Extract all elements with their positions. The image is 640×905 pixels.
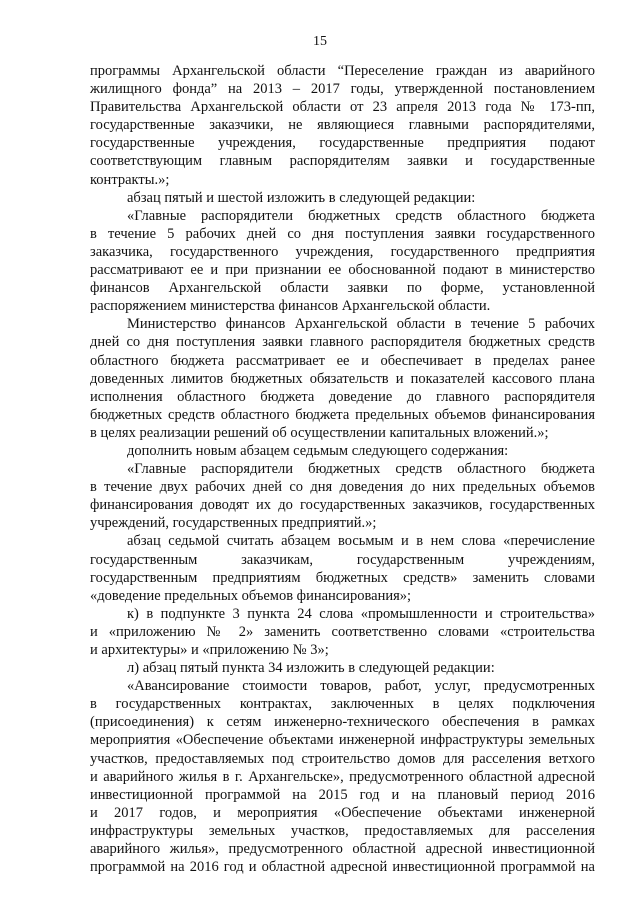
text-line: и 2017 годов, и мероприятия «Обеспечение объектами инженерной	[90, 804, 595, 821]
page-number: 15	[313, 34, 327, 49]
text-line: в течение 5 рабочих дней со дня поступления заявки государственного	[90, 225, 595, 242]
text-line: абзац седьмой считать абзацем восьмым и в нем слова «перечисление	[127, 533, 595, 550]
text-line: л) абзац пятый пункта 34 изложить в следующей редакции:	[127, 660, 495, 677]
text-line: в целях реализации решений об осуществлении капитальных вложений.»;	[90, 424, 549, 441]
text-line: и аварийного жилья в г. Архангельске», предусмотренного областной адресной	[90, 768, 595, 785]
text-line: к) в подпункте 3 пункта 24 слова «промышленности и строительства»	[127, 605, 595, 622]
text-line: в государственных контрактах, заключенных в целях подключения	[90, 696, 595, 713]
text-line: программой на 2016 год и областной адресной инвестиционной программой на	[90, 859, 595, 876]
text-line: государственные учреждения, государственные предприятия подают	[90, 135, 595, 152]
text-line: исполнения областного бюджета доведение до главного распорядителя	[90, 388, 595, 405]
text-line: абзац пятый и шестой изложить в следующей редакции:	[127, 189, 476, 206]
text-line: и архитектуры» и «приложению № 3»;	[90, 642, 329, 658]
text-line: участков, предоставляемых под строительство домов для расселения ветхого	[90, 750, 595, 767]
text-line: распоряжением министерства финансов Архангельской области.	[90, 298, 491, 315]
text-line: «Авансирование стоимости товаров, работ, услуг, предусмотренных	[127, 678, 595, 695]
text-line: «Главные распорядители бюджетных средств областного бюджета	[127, 207, 595, 224]
text-line: финансов Архангельской области заявки по форме, установленной	[90, 280, 595, 297]
text-line: соответствующим главным распорядителям заявки и государственные	[90, 153, 595, 170]
text-line: инвестиционной программой на 2015 год и на плановый период 2016	[90, 786, 595, 803]
text-line: бюджетных средств областного бюджета предельных объемов финансирования	[90, 406, 595, 423]
text-line: Министерство финансов Архангельской области в течение 5 рабочих	[127, 316, 595, 333]
text-line: (присоединения) к сетям инженерно-технического обеспечения в рамках	[90, 714, 595, 731]
text-line: Правительства Архангельской области от 23 апреля 2013 года № 173-пп,	[90, 99, 595, 116]
text-line: и «приложению № 2» заменить соответственно словами «строительства	[90, 623, 595, 640]
text-line: областного бюджета рассматривает ее и обеспечивает в пределах ранее	[90, 352, 595, 369]
text-line: инфраструктуры земельных участков, предоставляемых для расселения	[90, 822, 595, 839]
text-line: мероприятия «Обеспечение объектами инженерной инфраструктуры земельных	[90, 732, 595, 749]
text-line: в течение двух рабочих дней со дня доведения до них предельных объемов	[90, 479, 595, 496]
text-line: заказчика, государственного учреждения, государственного предприятия	[90, 243, 595, 260]
text-line: государственным предприятиям бюджетных средств» заменить словами	[90, 569, 595, 586]
text-line: государственные заказчики, не являющиеся главными распорядителями,	[90, 117, 595, 134]
text-line: финансирования доводят их до государственных заказчиков, государственных	[90, 497, 595, 514]
document-body	[90, 62, 595, 876]
text-line: доведенных лимитов бюджетных обязательств и показателей кассового плана	[90, 370, 595, 387]
text-line: рассматривают ее и при признании ее обоснованной подают в министерство	[90, 262, 595, 279]
text-line: жилищного фонда” на 2013 – 2017 годы, утвержденной постановлением	[90, 81, 595, 98]
text-line: «доведение предельных объемов финансирования»;	[90, 587, 412, 604]
text-line: учреждений, государственных предприятий.»;	[90, 515, 377, 532]
text-line: программы Архангельской области “Переселение граждан из аварийного	[90, 63, 595, 79]
text-line: контракты.»;	[90, 171, 170, 188]
text-line: государственным заказчикам, государственным учреждениям,	[90, 551, 595, 568]
text-line: дней со дня поступления заявки главного распорядителя бюджетных средств	[90, 334, 595, 351]
text-line: дополнить новым абзацем седьмым следующего содержания:	[127, 442, 509, 459]
text-line: аварийного жилья», предусмотренного областной адресной инвестиционной	[90, 841, 595, 858]
text-line: «Главные распорядители бюджетных средств областного бюджета	[127, 461, 595, 478]
